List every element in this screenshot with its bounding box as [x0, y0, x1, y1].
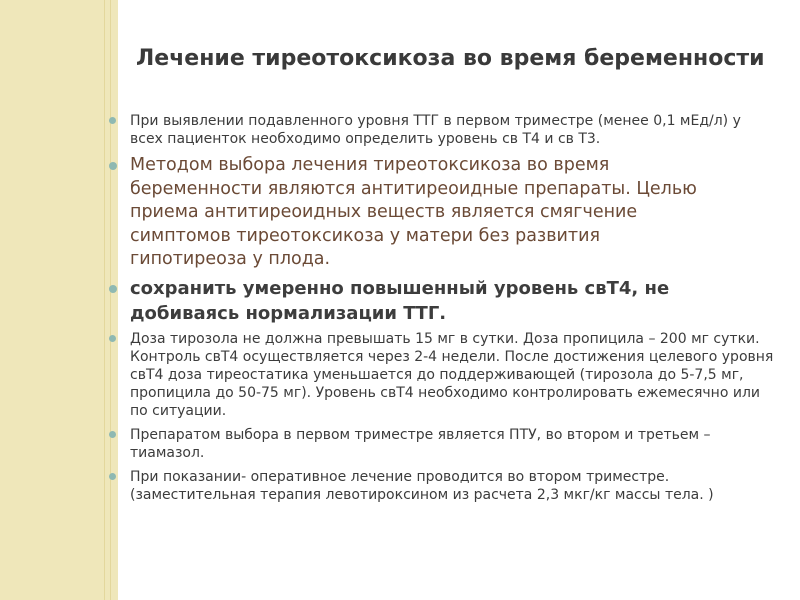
bullet-text: сохранить умеренно повышенный уровень свТ4, не добиваясь нормализации ТТГ.	[130, 277, 670, 324]
bullet-text: При показании- оперативное лечение проводится во втором триместре. (заместительная терапия левотироксином из расчета 2,3 мкг/кг массы тела. )	[130, 468, 714, 503]
band-stripe	[104, 0, 105, 600]
bullet-item	[118, 112, 770, 148]
bullet-dot-icon	[109, 473, 116, 480]
left-decorative-band	[0, 0, 118, 600]
bullet-dot-icon	[109, 335, 116, 342]
slide-title: Лечение тиреотоксикоза во время беременности	[136, 46, 765, 71]
band-stripe	[110, 0, 111, 600]
bullet-text: Препаратом выбора в первом триместре является ПТУ, во втором и третьем – тиамазол.	[130, 426, 711, 461]
bullet-item	[118, 276, 770, 326]
bullet-item	[118, 426, 750, 462]
bullet-dot-icon	[109, 285, 117, 293]
slide-content	[118, 0, 800, 600]
bullet-text: Методом выбора лечения тиреотоксикоза во время беременности являются антитиреоидные препараты. Целью приема антитиреоидных веществ является смягчение симптомов тиреотоксикоза у матери без развития гипотиреоза у плода.	[130, 155, 697, 270]
bullet-text: При выявлении подавленного уровня ТТГ в первом триместре (менее 0,1 мЕд/л) у всех пациенток необходимо определить уровень св Т4 и св Т3.	[130, 113, 741, 147]
bullet-item	[118, 468, 780, 504]
bullet-list	[118, 112, 788, 510]
bullet-dot-icon	[109, 431, 116, 438]
bullet-item	[118, 154, 720, 272]
bullet-text: Доза тирозола не должна превышать 15 мг в сутки. Доза пропицила – 200 мг сутки. Контроль свТ4 осуществляется через 2-4 недели. После достижения целевого уровня свТ4 доза тиреостатика уменьшается до поддерживающей (тирозола до 5-7,5 мг, пропицила до 50-75 мг). Уровень свТ4 необходимо контролировать ежемесячно или по ситуации.	[130, 330, 774, 419]
bullet-dot-icon	[109, 117, 116, 124]
bullet-dot-icon	[109, 162, 117, 170]
bullet-item	[118, 330, 780, 420]
